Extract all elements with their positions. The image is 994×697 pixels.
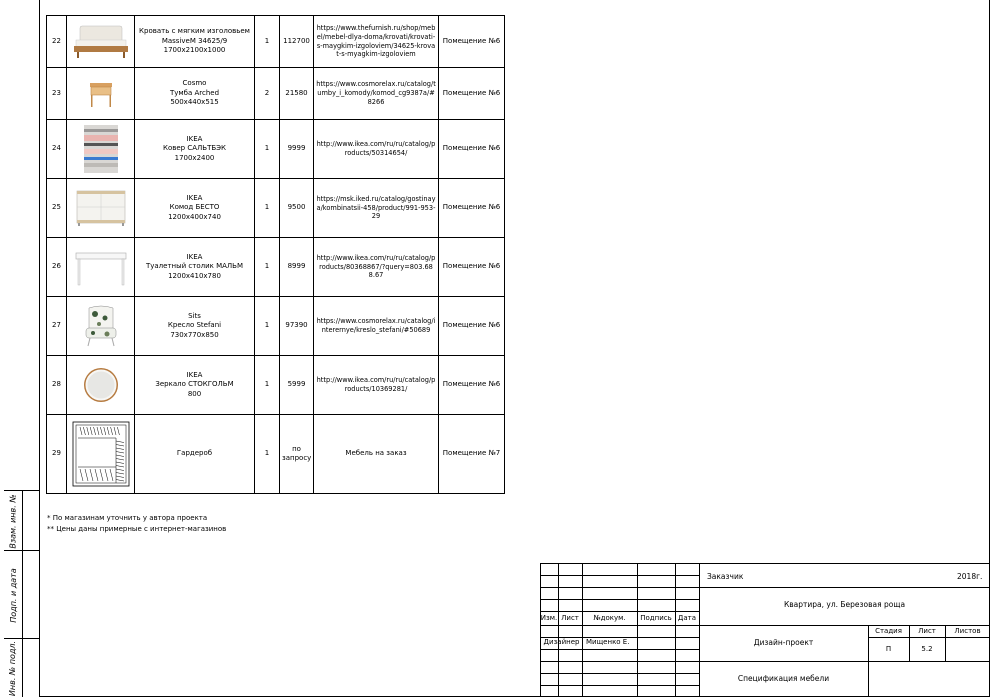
stage-label: Стадия [875,627,902,635]
product-thumbnail [67,238,135,297]
sheets-label: Листов [954,627,981,635]
quantity: 1 [255,297,280,356]
table-row [47,68,505,120]
armchair-thumbnail [81,304,121,348]
product-thumbnail [67,120,135,179]
table-row [47,16,505,68]
quantity: 1 [255,120,280,179]
room: Помещение №6 [439,238,505,297]
room: Помещение №6 [439,120,505,179]
designer-name: Мищенко Е. [586,638,630,646]
table-row [47,238,505,297]
row-number: 23 [47,68,67,120]
header-izm: Изм. [540,614,558,622]
product-thumbnail [67,297,135,356]
designer-role: Дизайнер [543,638,580,646]
product-name: IKEA Ковер САЛЬТБЭК 1700х2400 [135,120,255,179]
table-row [47,120,505,179]
product-name: Cosmo Тумба Arched 500х440х515 [135,68,255,120]
product-name: Кровать с мягким изголовьем MassiveM 34625/9 1700х2100х1000 [135,16,255,68]
note: ** Цены даны примерные с интернет-магазинов [47,524,227,533]
side-stamp-label: Инв. № подл. [8,640,18,696]
quantity: 1 [255,356,280,415]
product-thumbnail [67,68,135,120]
room: Помещение №6 [439,297,505,356]
stage-value: П [885,645,892,653]
desk-thumbnail [73,247,129,287]
product-thumbnail [67,16,135,68]
customer-label: Заказчик [707,572,744,581]
product-name: IKEA Комод БЕСТО 1200х400х740 [135,179,255,238]
header-date: Дата [677,614,697,622]
price: 21580 [280,68,314,120]
side-stamp-divider [22,491,23,697]
price: 97390 [280,297,314,356]
notes [47,513,226,534]
quantity: 1 [255,179,280,238]
year: 2018г. [957,572,983,581]
product-thumbnail [67,179,135,238]
row-number: 24 [47,120,67,179]
quantity: 1 [255,238,280,297]
product-link[interactable]: http://www.ikea.com/ru/ru/catalog/products/50314654/ [314,120,439,179]
header-doc-num: №докум. [593,614,626,622]
mirror-thumbnail [81,365,121,405]
wardrobe-thumbnail [72,421,130,487]
row-number: 25 [47,179,67,238]
quantity: 1 [255,16,280,68]
room: Помещение №6 [439,356,505,415]
table-row [47,356,505,415]
price: 9500 [280,179,314,238]
title-block [540,563,990,697]
bed-thumbnail [70,24,132,60]
product-name: Sits Кресло Stefani 730х770х850 [135,297,255,356]
quantity: 2 [255,68,280,120]
product-link[interactable]: https://www.cosmorelax.ru/catalog/interernye/kreslo_stefani/#50689 [314,297,439,356]
project-type: Дизайн-проект [753,638,814,647]
row-number: 26 [47,238,67,297]
product-name: IKEA Зеркало СТОКГОЛЬМ 800 [135,356,255,415]
header-signature: Подпись [640,614,672,622]
product-thumbnail [67,356,135,415]
row-number: 27 [47,297,67,356]
sheet-value: 5.2 [921,645,933,653]
row-number: 22 [47,16,67,68]
product-name: Гардероб [135,415,255,494]
product-link[interactable]: https://www.thefurnish.ru/shop/mebel/mebel-dlya-doma/krovati/krovati-s-maygkim-izgoloviem/34625-krovat-s-myagkim-izgoloviem [314,16,439,68]
row-number: 28 [47,356,67,415]
price: по запросу [280,415,314,494]
price: 9999 [280,120,314,179]
product-name: IKEA Туалетный столик МАЛЬМ 1200х410х780 [135,238,255,297]
note: * По магазинам уточнить у автора проекта [47,514,208,522]
quantity: 1 [255,415,280,494]
room: Помещение №7 [439,415,505,494]
furniture-spec-table [46,15,505,494]
room: Помещение №6 [439,16,505,68]
rug-thumbnail [84,125,118,173]
nightstand-thumbnail [86,79,116,109]
table-row [47,415,505,494]
room: Помещение №6 [439,68,505,120]
side-stamp-label: Взам. инв. № [8,493,18,549]
document-title: Спецификация мебели [737,674,830,683]
room: Помещение №6 [439,179,505,238]
price: 8999 [280,238,314,297]
sheet-label: Лист [918,627,936,635]
product-thumbnail [67,415,135,494]
product-link[interactable]: https://www.cosmorelax.ru/catalog/tumby_i_komody/komod_cg9387a/#8266 [314,68,439,120]
header-list: Лист [561,614,579,622]
product-link[interactable]: http://www.ikea.com/ru/ru/catalog/products/10369281/ [314,356,439,415]
side-stamp [4,490,39,696]
price: 5999 [280,356,314,415]
table-row [47,179,505,238]
product-link[interactable]: https://msk.iked.ru/catalog/gostinaya/kombinatsii-458/product/991-953-29 [314,179,439,238]
product-link: Мебель на заказ [314,415,439,494]
row-number: 29 [47,415,67,494]
object-title: Квартира, ул. Березовая роща [783,600,906,609]
dresser-thumbnail [75,189,127,227]
table-row [47,297,505,356]
product-link[interactable]: http://www.ikea.com/ru/ru/catalog/products/80368867/?query=803.688.67 [314,238,439,297]
side-stamp-label: Подп. и дата [8,567,18,623]
price: 112700 [280,16,314,68]
